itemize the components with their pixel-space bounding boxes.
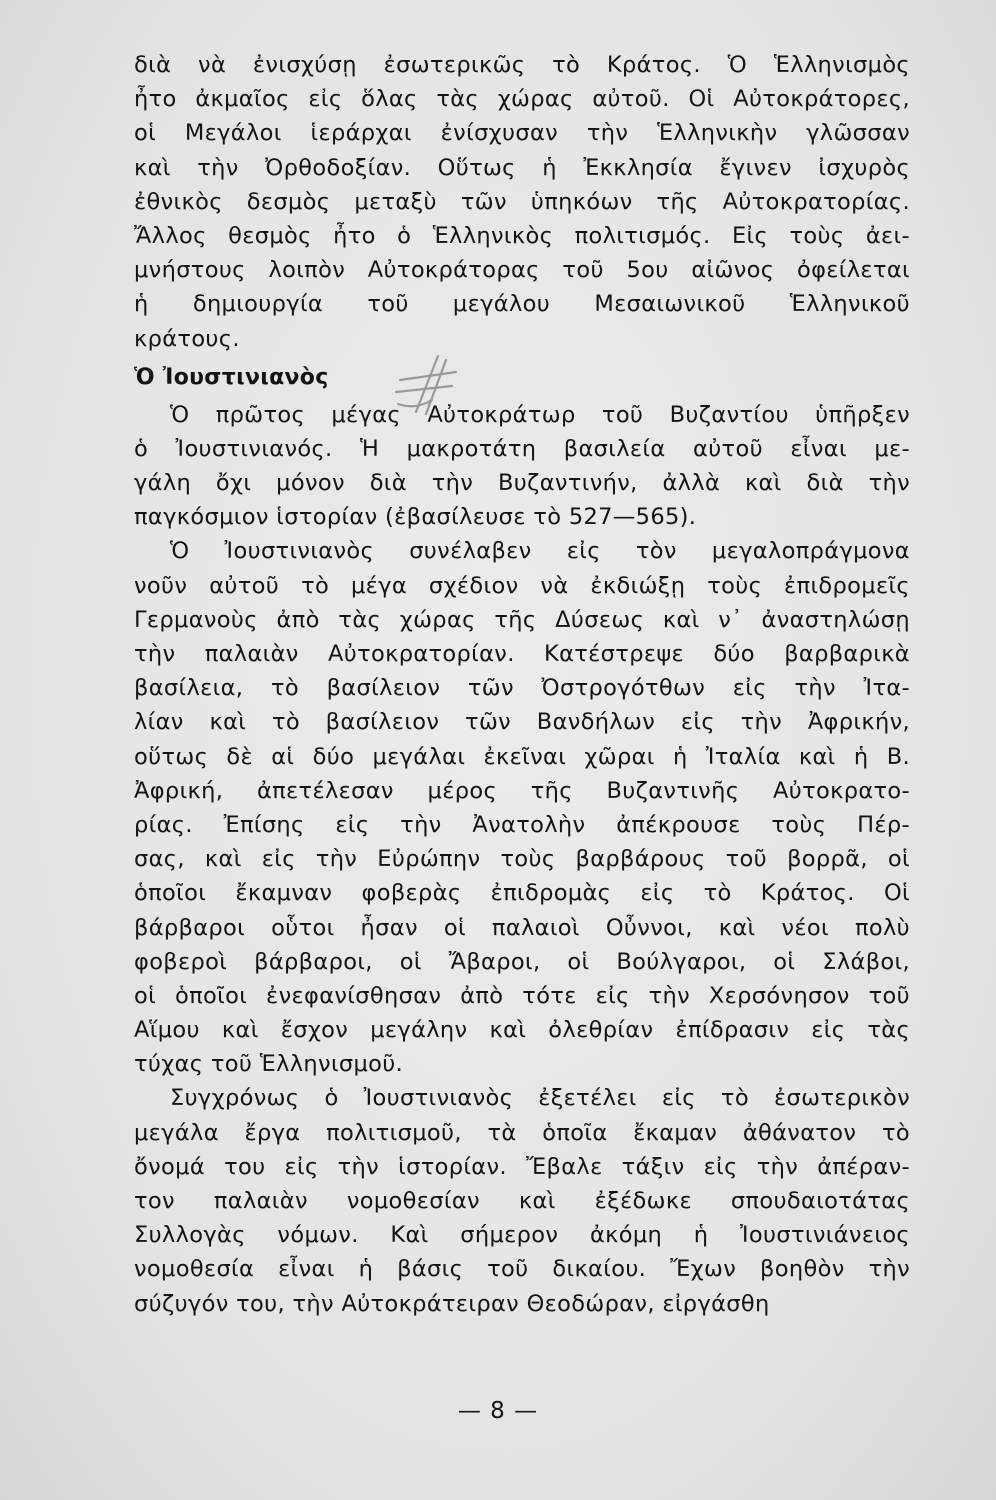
text-line: τον παλαιὰν νομοθεσίαν καὶ ἐξέδωκε σπουδαιοτάτας: [134, 1188, 910, 1214]
paragraph-3: [134, 1081, 910, 1320]
text-line: παγκόσμιον ἱστορίαν (ἐβασίλευσε τὸ 527—565).: [134, 504, 697, 531]
text-line: Ἄλλος θεσμὸς ἦτο ὁ Ἑλληνικὸς πολιτισμός. Εἰς τοὺς ἀει-: [134, 222, 910, 249]
text-line: τὴν παλαιὰν Αὐτοκρατορίαν. Κατέστρεψε δύο βαρβαρικὰ: [134, 641, 910, 667]
text-line: νοῦν αὐτοῦ τὸ μέγα σχέδιον νὰ ἐκδιώξῃ τοὺς ἐπιδρομεῖς: [134, 572, 910, 599]
text-line: μεγάλα ἔργα πολιτισμοῦ, τὰ ὁποῖα ἔκαμαν ἀθάνατον τὸ: [134, 1119, 910, 1146]
text-line: ὁ Ἰουστινιανός. Ἡ μακροτάτη βασιλεία αὐτοῦ εἶναι με-: [134, 435, 910, 462]
text-line: σας, καὶ εἰς τὴν Εὐρώπην τοὺς βαρβάρους τοῦ βορρᾶ, οἱ: [134, 846, 910, 873]
text-line: ὄνομά του εἰς τὴν ἱστορίαν. Ἔβαλε τάξιν εἰς τὴν ἀπέραν-: [134, 1153, 910, 1180]
text-line: βασίλεια, τὸ βασίλειον τῶν Ὀστρογότθων εἰς τὴν Ἰτα-: [134, 675, 910, 702]
text-line: Ὁ Ἰουστινιανὸς συνέλαβεν εἰς τὸν μεγαλοπράγμονα: [170, 538, 910, 565]
text-line: βάρβαροι οὗτοι ἦσαν οἱ παλαιοὶ Οὖννοι, καὶ νέοι πολὺ: [134, 914, 910, 941]
text-line: νομοθεσία εἶναι ἡ βάσις τοῦ δικαίου. Ἔχων βοηθὸν τὴν: [134, 1256, 910, 1283]
section-heading: Ὁ Ἰουστινιανὸς: [134, 364, 329, 390]
text-line: φοβεροὶ βάρβαροι, οἱ Ἄβαροι, οἱ Βούλγαροι, οἱ Σλάβοι,: [134, 948, 910, 975]
paragraph-1: [134, 398, 910, 535]
text-line: καὶ τὴν Ὀρθοδοξίαν. Οὕτως ἡ Ἐκκλησία ἔγινεν ἰσχυρὸς: [134, 154, 910, 181]
text-line: Συγχρόνως ὁ Ἰουστινιανὸς ἐξετέλει εἰς τὸ ἐσωτερικὸν: [170, 1085, 910, 1112]
body-text: [134, 48, 910, 1321]
text-line: ἡ δημιουργία τοῦ μεγάλου Μεσαιωνικοῦ Ἑλληνικοῦ: [134, 291, 910, 318]
text-line: διὰ νὰ ἐνισχύσῃ ἐσωτερικῶς τὸ Κράτος. Ὁ Ἑλληνισμὸς: [134, 52, 910, 78]
text-line: οὕτως δὲ αἱ δύο μεγάλαι ἐκεῖναι χῶραι ἡ Ἰταλία καὶ ἡ Β.: [134, 743, 910, 770]
text-line: κράτους.: [134, 325, 240, 352]
paragraph-intro: [134, 48, 910, 356]
text-line: μνήστους λοιπὸν Αὐτοκράτορας τοῦ 5ου αἰῶνος ὀφείλεται: [134, 257, 910, 284]
text-line: ἐθνικὸς δεσμὸς μεταξὺ τῶν ὑπηκόων τῆς Αὐτοκρατορίας.: [134, 188, 910, 215]
text-line: οἱ Μεγάλοι ἱεράρχαι ἐνίσχυσαν τὴν Ἑλληνικὴν γλῶσσαν: [134, 120, 910, 147]
text-line: ἦτο ἀκμαῖος εἰς ὅλας τὰς χώρας αὐτοῦ. Οἱ Αὐτοκράτορες,: [134, 86, 910, 113]
text-line: Συλλογὰς νόμων. Καὶ σήμερον ἀκόμη ἡ Ἰουστινιάνειος: [134, 1222, 910, 1249]
text-line: Αἵμου καὶ ἔσχον μεγάλην καὶ ὀλεθρίαν ἐπίδρασιν εἰς τὰς: [134, 1017, 910, 1044]
text-line: Ἀφρική, ἀπετέλεσαν μέρος τῆς Βυζαντινῆς Αὐτοκρατο-: [134, 777, 910, 804]
pencil-hash-mark: [386, 350, 466, 416]
paragraph-2: [134, 534, 910, 1081]
text-line: τύχας τοῦ Ἑλληνισμοῦ.: [134, 1051, 404, 1078]
text-line: Ὁ πρῶτος μέγας Αὐτοκράτωρ τοῦ Βυζαντίου ὑπῆρξεν: [170, 401, 910, 428]
text-line: γάλη ὄχι μόνον διὰ τὴν Βυζαντινήν, ἀλλὰ καὶ διὰ τὴν: [134, 470, 910, 497]
text-line: λίαν καὶ τὸ βασίλειον τῶν Βανδήλων εἰς τὴν Ἀφρικήν,: [134, 709, 910, 736]
text-line: οἱ ὁποῖοι ἐνεφανίσθησαν ἀπὸ τότε εἰς τὴν Χερσόνησον τοῦ: [134, 982, 910, 1009]
text-line: σύζυγόν του, τὴν Αὐτοκράτειραν Θεοδώραν, εἰργάσθη: [134, 1290, 770, 1317]
text-line: Γερμανοὺς ἀπὸ τὰς χώρας τῆς Δύσεως καὶ ν᾿ ἀναστηλώσῃ: [134, 606, 910, 633]
text-line: ὁποῖοι ἔκαμναν φοβερὰς ἐπιδρομὰς εἰς τὸ Κράτος. Οἱ: [134, 880, 910, 907]
text-line: ρίας. Ἐπίσης εἰς τὴν Ἀνατολὴν ἀπέκρουσε τοὺς Πέρ-: [134, 811, 910, 838]
page-number: — 8 —: [457, 1398, 539, 1424]
